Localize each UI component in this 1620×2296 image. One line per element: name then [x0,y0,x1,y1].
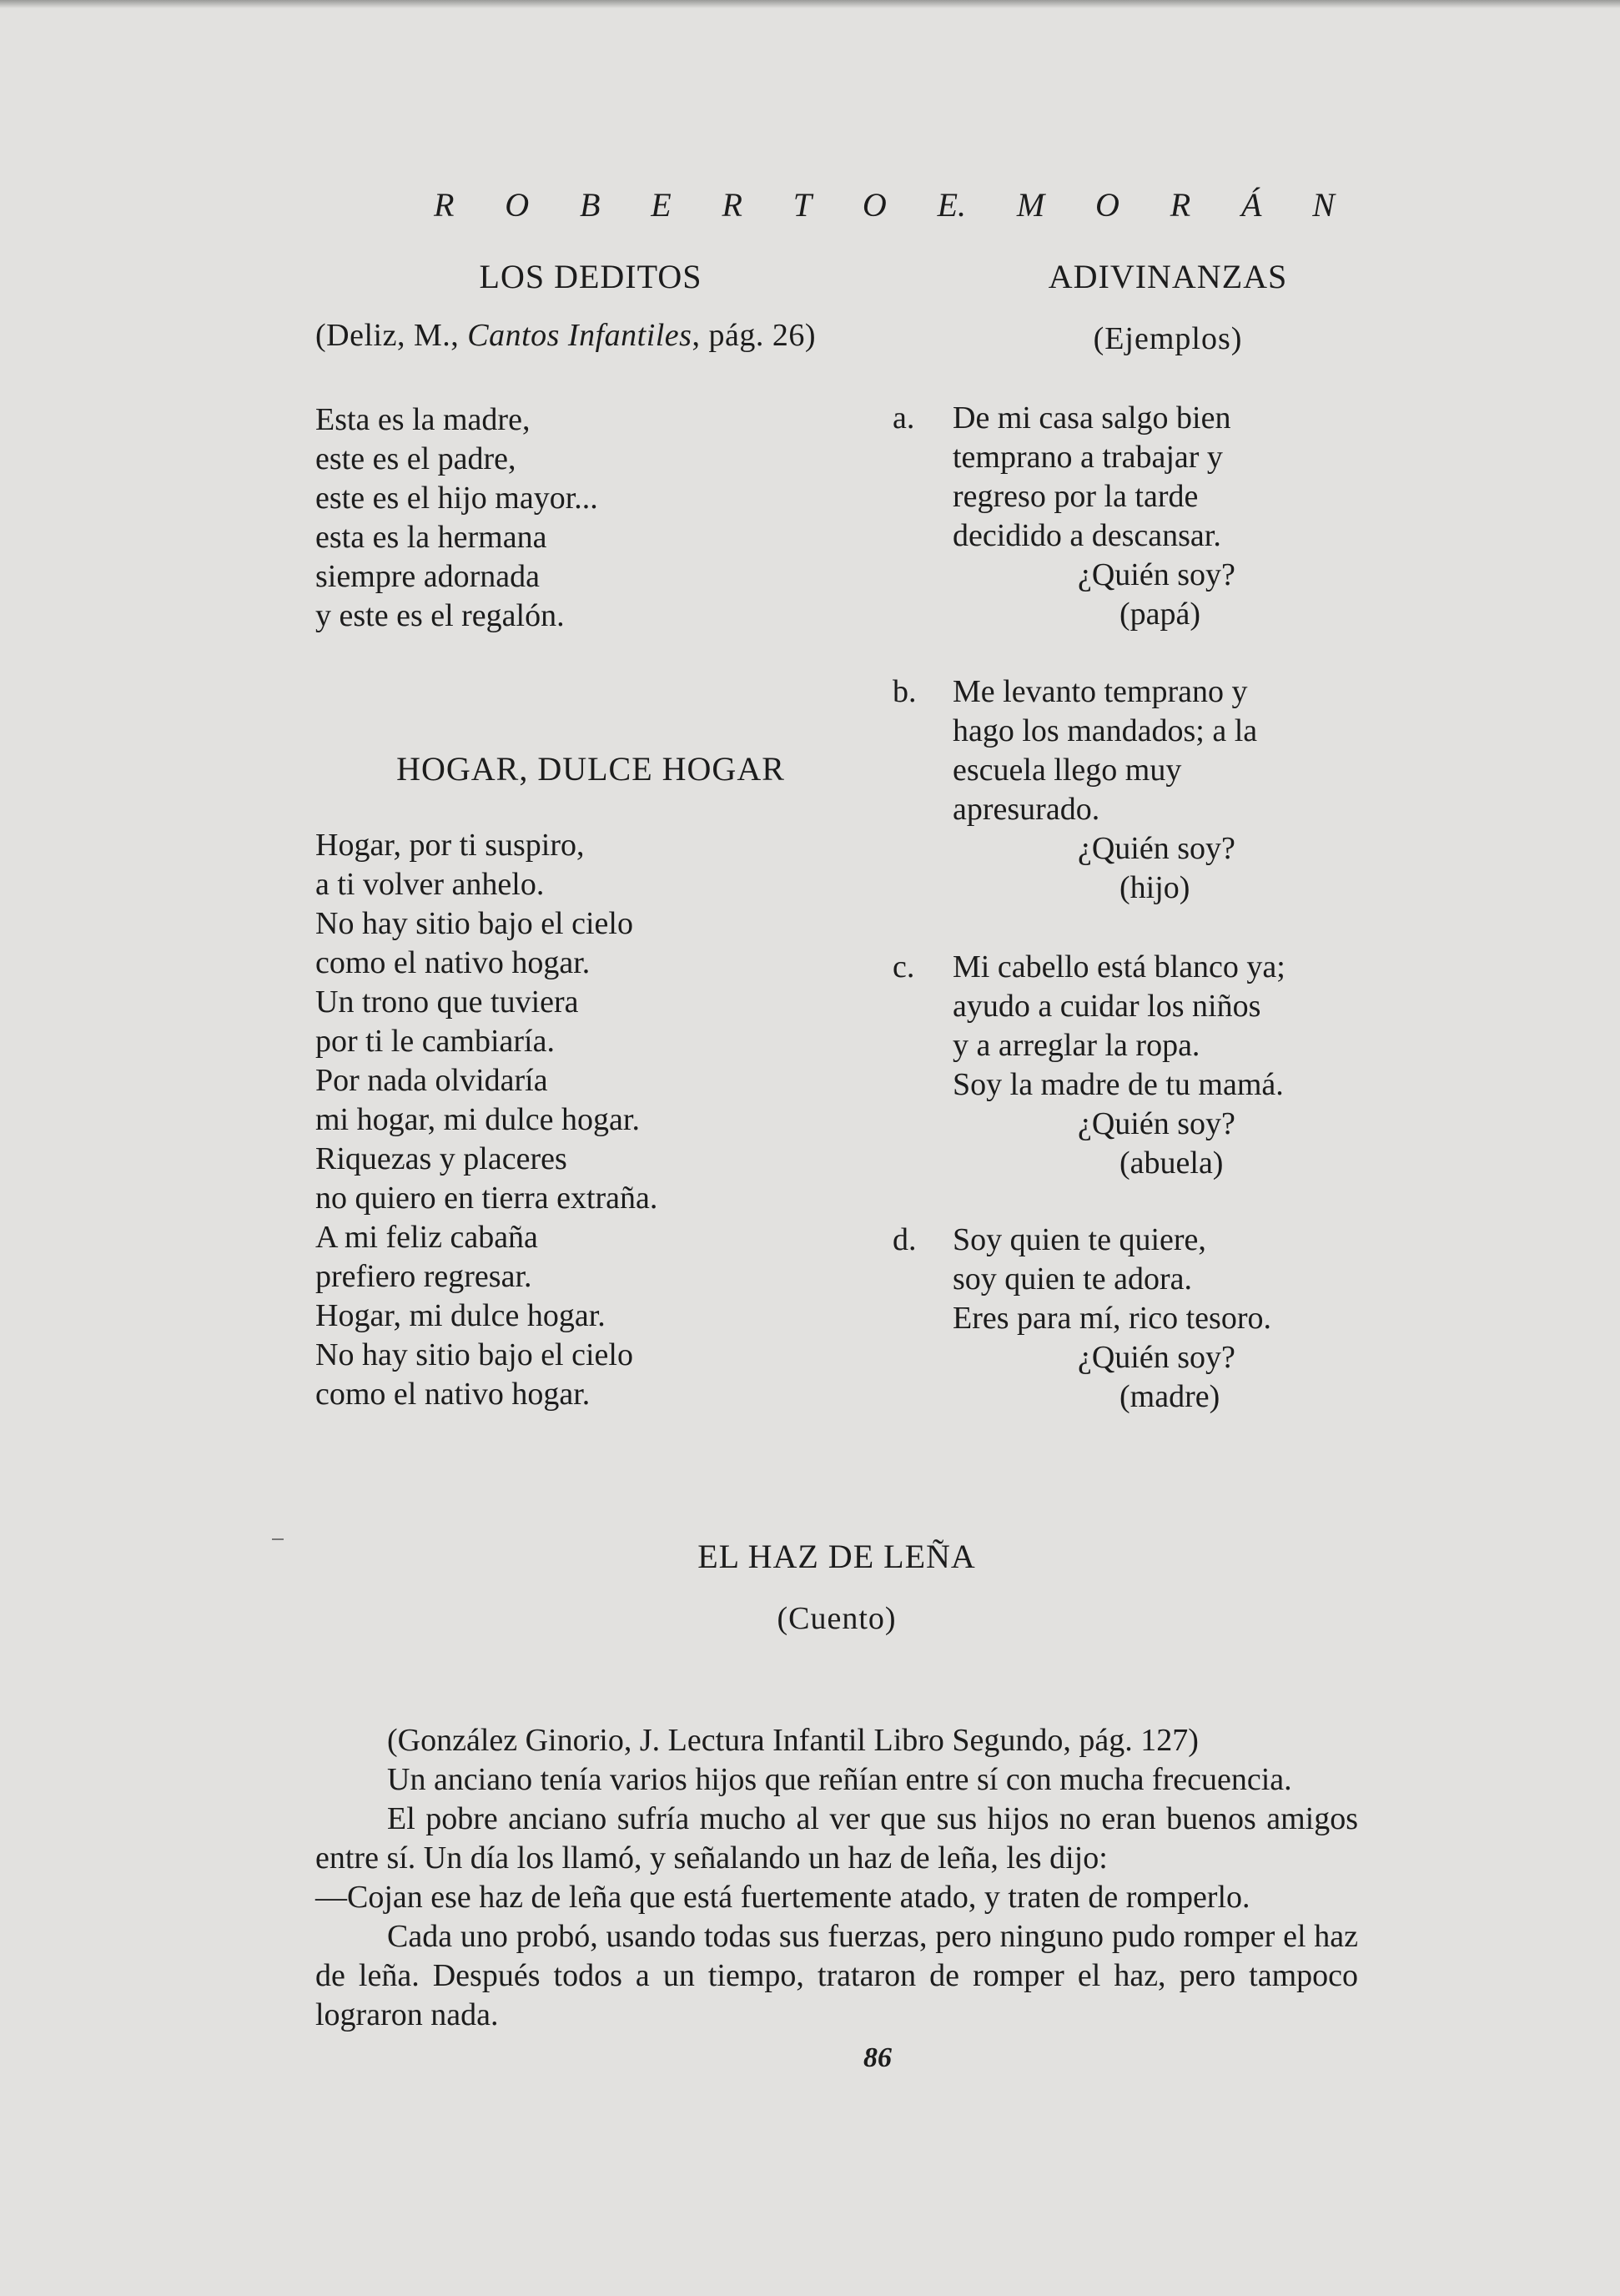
verse-line: y este es el regalón. [315,598,565,633]
verse-line: mi hogar, mi dulce hogar. [315,1102,640,1137]
running-header-letter: R [1170,186,1191,224]
verse-line: como el nativo hogar. [315,945,591,980]
riddle-lines [953,672,1257,908]
riddle-answer: (papá) [1119,597,1201,632]
running-header-letter: E. [937,186,967,224]
riddle-answer: (abuela) [1119,1145,1224,1181]
hogar-title: HOGAR, DULCE HOGAR [396,750,785,788]
verse-line: Por nada olvidaría [315,1063,548,1098]
page-top-edge [0,0,1620,8]
running-header-letter: O [505,186,530,224]
riddle-line: hago los mandados; a la [953,713,1258,748]
verse-line: Hogar, por ti suspiro, [315,828,585,863]
riddle-line: regreso por la tarde [953,479,1199,514]
story-paragraph: —Cojan ese haz de leña que está fuertemente atado, y traten de romperlo. [315,1880,1250,1915]
riddle-line: apresurado. [953,792,1100,827]
verse-line: por ti le cambiaría. [315,1024,555,1059]
story-title: EL HAZ DE LEÑA [697,1538,976,1575]
story-subtitle: (Cuento) [777,1601,897,1636]
verse-line: Hogar, mi dulce hogar. [315,1298,606,1333]
page-number: 86 [863,2042,892,2073]
running-header-letter: T [792,186,813,224]
riddle-letter: b. [893,674,917,709]
source-suffix: , pág. 26) [692,318,816,353]
adivinanzas-title: ADIVINANZAS [1048,258,1288,295]
verse-line: no quiero en tierra extraña. [315,1181,658,1216]
riddle-letter: d. [893,1222,917,1257]
verse-line: siempre adornada [315,559,541,594]
los-deditos-source [315,317,866,354]
story-paragraph: Un anciano tenía varios hijos que reñían entre sí con mucha frecuencia. [387,1762,1292,1797]
running-header [434,185,1335,224]
verse-line: este es el padre, [315,441,516,476]
running-header-letter: O [862,186,887,224]
riddle-line: ayudo a cuidar los niños [953,989,1261,1024]
adivinanzas-subtitle: (Ejemplos) [1093,321,1243,356]
running-header-letter: O [1095,186,1119,224]
riddle-lines [953,399,1235,634]
running-header-letter: M [1016,186,1045,224]
riddle-letter: c. [893,949,915,984]
riddle-answer: (hijo) [1119,870,1190,905]
verse-line: A mi feliz cabaña [315,1220,538,1255]
verse-line: este es el hijo mayor... [315,481,598,516]
verse-line: esta es la hermana [315,520,547,555]
riddle-line: y a arreglar la ropa. [953,1028,1200,1063]
riddle-line: escuela llego muy [953,753,1182,788]
riddle-line: soy quien te adora. [953,1261,1193,1297]
running-header-letter: R [434,186,455,224]
riddle-question: ¿Quién soy? [1078,1340,1235,1375]
riddle-line: decidido a descansar. [953,518,1221,553]
verse-line: prefiero regresar. [315,1259,532,1294]
riddle-question: ¿Quién soy? [1078,831,1235,866]
riddle-question: ¿Quién soy? [1078,557,1235,592]
hogar-verse [315,826,657,1414]
story-body [315,1721,1358,2035]
running-header-letter: R [722,186,742,224]
verse-line: Riquezas y placeres [315,1141,567,1176]
los-deditos-title: LOS DEDITOS [479,258,702,295]
riddle-letter: a. [893,400,915,436]
story-paragraph: El pobre anciano sufría mucho al ver que sus hijos no eran buenos amigos entre sí. Un día los llamó, y señalando un haz de leña, les dijo: [315,1801,1358,1876]
story-source: (González Ginorio, J. Lectura Infantil Libro Segundo, pág. 127) [387,1723,1199,1758]
los-deditos-verse [315,400,598,636]
running-header-letter: E [651,186,672,224]
source-prefix: (Deliz, M., [315,318,468,353]
verse-line: a ti volver anhelo. [315,867,545,902]
riddle-line: Soy quien te quiere, [953,1222,1206,1257]
riddle-line: Me levanto temprano y [953,674,1248,709]
running-header-letter: Á [1240,186,1262,224]
source-book-title: Cantos Infantiles [467,318,692,353]
scan-mark [272,1538,284,1540]
verse-line: Esta es la madre, [315,402,531,437]
verse-line: No hay sitio bajo el cielo [315,906,633,941]
riddle-lines [953,1221,1271,1417]
riddle-line: Soy la madre de tu mamá. [953,1067,1284,1102]
riddle-line: Eres para mí, rico tesoro. [953,1301,1271,1336]
riddle-question: ¿Quién soy? [1078,1106,1235,1141]
story-paragraph: Cada uno probó, usando todas sus fuerzas, pero ninguno pudo romper el haz de leña. Después todos a un tiempo, trataron de romper el haz, pero tampoco lograron nada. [315,1919,1358,2032]
verse-line: Un trono que tuviera [315,984,579,1020]
running-header-letter: N [1312,186,1335,224]
running-header-letter: B [579,186,601,224]
riddle-line: temprano a trabajar y [953,440,1223,475]
riddle-answer: (madre) [1119,1379,1220,1414]
riddle-line: De mi casa salgo bien [953,400,1231,436]
riddle-line: Mi cabello está blanco ya; [953,949,1285,984]
verse-line: No hay sitio bajo el cielo [315,1337,633,1372]
verse-line: como el nativo hogar. [315,1377,591,1412]
riddle-lines [953,948,1285,1183]
